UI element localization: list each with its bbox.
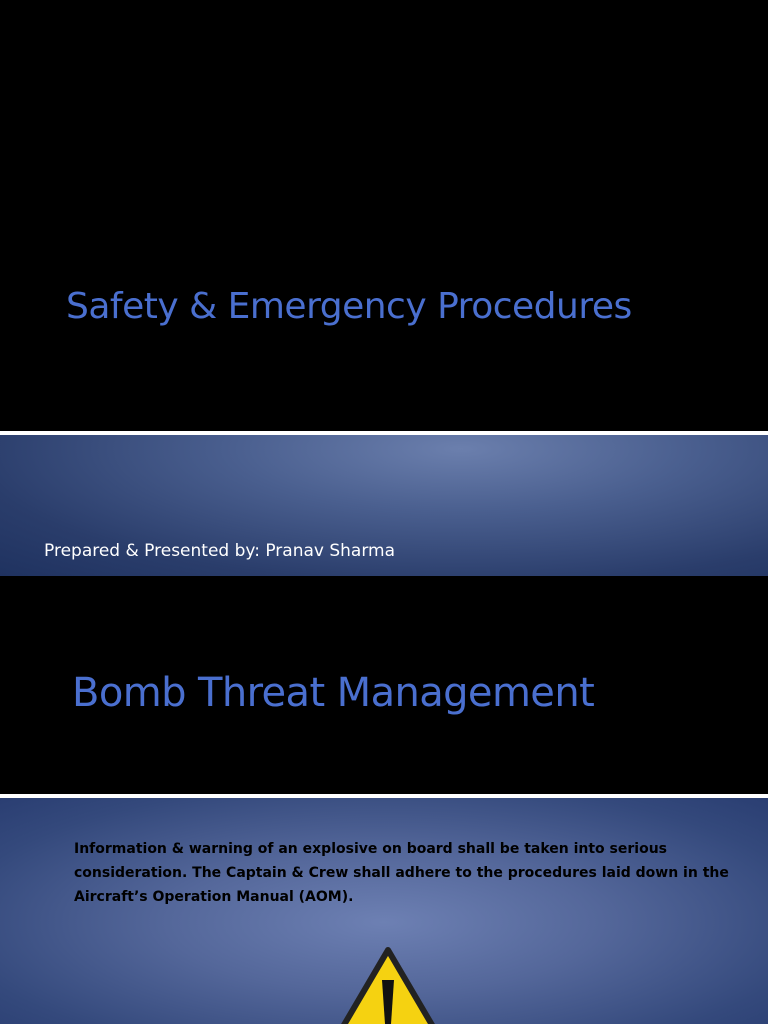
warning-triangle-icon [330,946,446,1024]
slide-title: Bomb Threat Management [72,670,595,716]
slide-subtitle: Prepared & Presented by: Pranav Sharma [44,541,396,561]
slide-title: Safety & Emergency Procedures [66,286,632,327]
title-band [0,0,768,431]
title-band [0,576,768,794]
slide-2 [0,576,768,1024]
slide-body-text: Information & warning of an explosive on board shall be taken into serious consideration. The Captain & Crew shall adhere to the procedures laid down in the Aircraft’s Operation Manual (AOM). [74,841,729,905]
